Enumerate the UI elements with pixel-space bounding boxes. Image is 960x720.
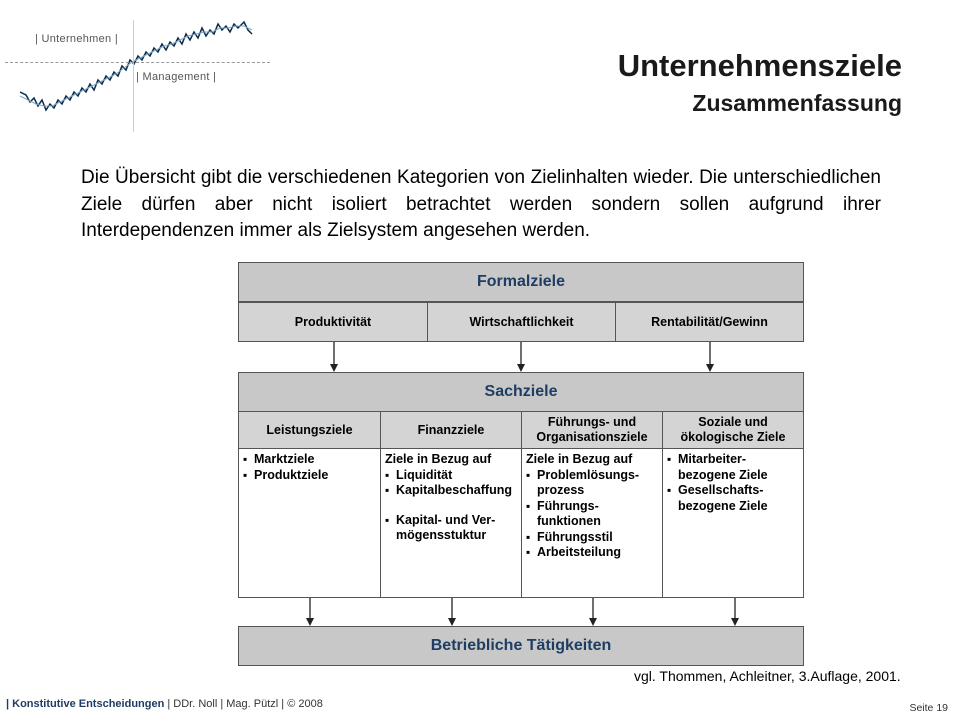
sachziele-title: Sachziele (484, 383, 558, 400)
sach-header-finanzziele: Finanzziele (380, 411, 522, 449)
sachziele-header (238, 372, 804, 412)
footer-authors: | DDr. Noll | Mag. Pützl | © 2008 (164, 698, 323, 710)
arrows-sach-to-bottom (238, 598, 804, 628)
list-item: ▪ Kapitalbeschaffung (385, 483, 517, 499)
sach-header-fuehrung: Führungs- und Organisationsziele (521, 411, 663, 449)
list-item: ▪ Liquidität (385, 468, 517, 484)
column-lead: Ziele in Bezug auf (526, 452, 633, 466)
footer (6, 698, 323, 710)
list-item: ▪ Führungs-funktionen (526, 499, 607, 530)
arrows-formal-to-sach (238, 342, 804, 372)
column-lead: Ziele in Bezug auf (385, 452, 492, 466)
list-item: ▪ Produktziele (243, 468, 376, 484)
betriebliche-taetigkeiten-title: Betriebliche Tätigkeiten (430, 637, 612, 654)
list-item: ▪ Problemlösungs-prozess (526, 468, 639, 499)
footer-section: | Konstitutive Entscheidungen (6, 698, 165, 710)
list-item: ▪ Kapital- und Ver-mögensstuktur (385, 513, 508, 544)
page-number: Seite 19 (909, 702, 948, 714)
logo-top-label: | Unternehmen | (35, 33, 118, 45)
column-finanzziele (380, 448, 522, 598)
list-item: ▪ Mitarbeiter-bezogene Ziele (667, 452, 773, 483)
formal-item-rentabilitaet: Rentabilität/Gewinn (615, 302, 804, 342)
formalziele-header (238, 262, 804, 302)
page-title: Unternehmensziele (617, 48, 902, 83)
logo-divider (133, 20, 134, 132)
logo-bottom-label: | Management | (136, 71, 217, 83)
list-item: ▪ Führungsstil (526, 530, 658, 546)
intro-paragraph: Die Übersicht gibt die verschiedenen Kategorien von Zielinhalten wieder. Die unterschiedlichen Ziele dürfen aber nicht isoliert betrachtet werden sondern sollen aufgrund ihrer Interdependenzen immer als Zielsystem angesehen werden. (81, 167, 881, 241)
goals-diagram (238, 262, 804, 666)
source-citation: vgl. Thommen, Achleitner, 3.Auflage, 2001. (634, 668, 901, 684)
list-item: ▪ Gesellschafts-bezogene Ziele (667, 483, 778, 514)
logo-dashed-line (5, 62, 270, 63)
list-item: ▪ Arbeitsteilung (526, 545, 658, 561)
column-fuehrung (521, 448, 663, 598)
column-sozial (662, 448, 804, 598)
column-leistungsziele (238, 448, 381, 598)
list-item: ▪ Marktziele (243, 452, 376, 468)
formal-item-produktivitaet: Produktivität (238, 302, 428, 342)
formalziele-title: Formalziele (476, 273, 566, 290)
betriebliche-taetigkeiten-box (238, 626, 804, 666)
sach-header-sozial: Soziale und ökologische Ziele (662, 411, 804, 449)
sach-header-leistungsziele: Leistungsziele (238, 411, 381, 449)
formal-item-wirtschaftlichkeit: Wirtschaftlichkeit (427, 302, 616, 342)
page-subtitle: Zusammenfassung (692, 90, 902, 116)
